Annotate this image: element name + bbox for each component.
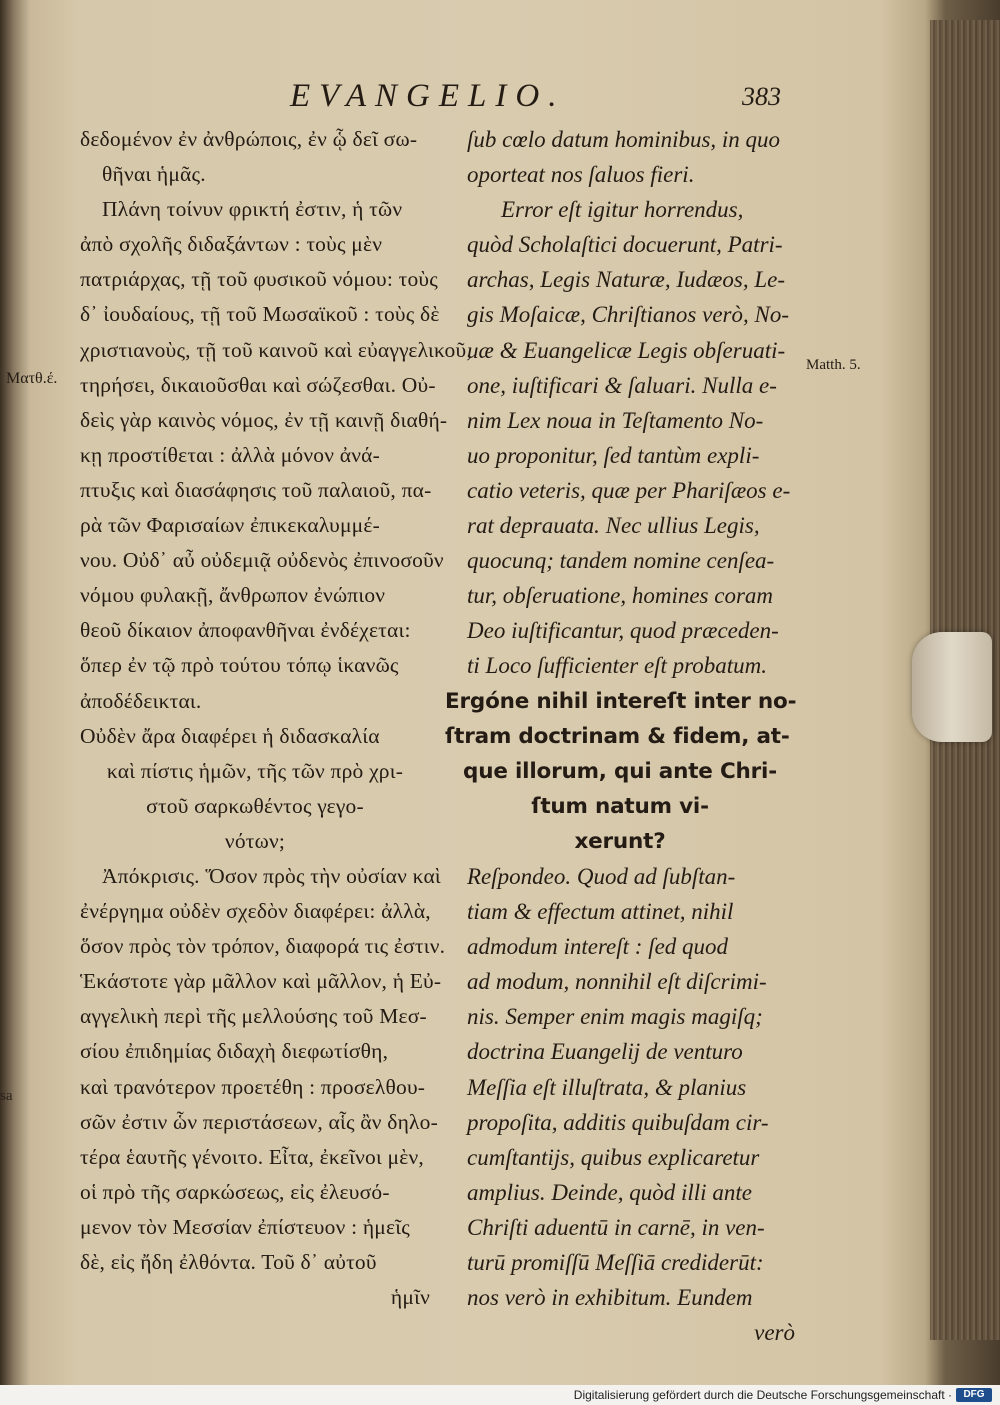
text-line: κῃ προστίθεται : ἀλλὰ μόνον ἀνά- xyxy=(80,442,380,467)
text-line: ad modum, nonnihil eſt diſcrimi- xyxy=(467,969,767,995)
text-line: Deo iuſtificantur, quod præceden- xyxy=(467,618,779,644)
text-line: μενον τὸν Μεσσίαν ἐπίστευον : ἡμεῖς xyxy=(80,1214,410,1239)
text-line: ἐνέργημα οὐδὲν σχεδὸν διαφέρει: ἀλλὰ, xyxy=(80,899,431,924)
text-line: ti Loco ſufficienter eſt probatum. xyxy=(467,653,768,679)
text-line: χριστιανοὺς, τῇ τοῦ καινοῦ καὶ εὐαγγελικοῦ, xyxy=(80,337,472,362)
text-line: νου. Οὐδ᾽ αὖ οὐδεμιᾷ οὐδενὸς ἐπινοσοῦν xyxy=(80,548,444,573)
text-line: αγγελικὴ περὶ τῆς μελλούσης τοῦ Μεσ- xyxy=(80,1004,427,1029)
text-line: ſub cœlo datum hominibus, in quo xyxy=(467,127,781,152)
text-line: cumſtantijs, quibus explicaretur xyxy=(467,1144,760,1170)
question-line: νότων; xyxy=(224,828,286,853)
text-line: Πλάνη τοίνυν φρικτή ἐστιν, ἡ τῶν xyxy=(102,197,403,222)
text-line: oporteat nos ſaluos fieri. xyxy=(467,162,695,188)
text-line: amplius. Deinde, quòd illi ante xyxy=(467,1179,752,1205)
footer-credit: Digitalisierung gefördert durch die Deutsche Forschungsgemeinschaft · xyxy=(573,1388,952,1402)
text-line: nim Lex noua in Teſtamento No- xyxy=(467,407,764,433)
question-line: xerunt? xyxy=(574,828,666,854)
text-line: Error eſt igitur horrendus, xyxy=(501,197,744,223)
text-line: turū promiſſū Meſſiā crediderūt: xyxy=(467,1250,764,1275)
text-line: θῆναι ἡμᾶς. xyxy=(102,162,206,187)
text-line: one, iuſtificari & ſaluari. Nulla e- xyxy=(467,372,777,398)
text-line: Ἑκάστοτε γὰρ μᾶλλον καὶ μᾶλλον, ἡ Εὐ- xyxy=(80,969,442,994)
question-line: Ergóne nihil intereſt inter no- xyxy=(445,688,797,714)
text-line: gis Moſaicæ, Chriſtianos verò, No- xyxy=(467,302,789,328)
text-line: ρὰ τῶν Φαρισαίων ἐπικεκαλυμμέ- xyxy=(80,513,380,538)
text-line: propoſita, additis quibuſdam cir- xyxy=(467,1109,769,1135)
text-line: ἀποδέδεικται. xyxy=(80,688,202,713)
catchword: ἡμῖν xyxy=(390,1285,430,1310)
text-line: quòd Scholaſtici docuerunt, Patri- xyxy=(467,232,783,258)
greek-column xyxy=(80,122,472,1315)
text-line: ἀπὸ σχολῆς διδαξάντων : τοὺς μὲν xyxy=(80,232,383,257)
text-line: quocunq; tandem nomine cenſea- xyxy=(467,548,775,574)
left-edge-fragment: sa xyxy=(0,1088,13,1104)
text-line: σίου ἐπιδημίας διδαχὴ διεφωτίσθη, xyxy=(80,1039,389,1064)
footer-bar xyxy=(0,1385,1000,1405)
text-line: Reſpondeo. Quod ad ſubſtan- xyxy=(467,863,736,889)
question-line: καὶ πίστις ἡμῶν, τῆς τῶν πρὸ χρι- xyxy=(106,758,404,783)
text-line: tur, obſeruatione, homines coram xyxy=(467,583,774,609)
text-line: Chriſti aduentū in carnē, in ven- xyxy=(467,1214,765,1240)
book-clasp xyxy=(912,632,992,742)
text-line: δὲ, εἰς ἤδη ἐλθόντα. Τοῦ δ᾽ αὐτοῦ xyxy=(80,1250,377,1274)
text-line: ὅπερ ἐν τῷ πρὸ τούτου τόπῳ ἱκανῶς xyxy=(80,653,399,678)
margin-note-right: Matth. 5. xyxy=(806,357,861,373)
text-line: rat deprauata. Nec ullius Legis, xyxy=(467,513,760,539)
text-line: δεὶς γὰρ καινὸς νόμος, ἐν τῇ καινῇ διαθή- xyxy=(80,407,448,432)
text-line: σῶν ἐστιν ὧν περιστάσεων, αἷς ἂν δηλο- xyxy=(80,1109,438,1134)
text-line: Ἀπόκρισις. Ὅσον πρὸς τὴν οὐσίαν καὶ xyxy=(102,863,441,888)
dfg-logo: DFG xyxy=(956,1388,992,1402)
catchword: verò xyxy=(754,1320,795,1346)
question-line: στοῦ σαρκωθέντος γεγο- xyxy=(146,793,364,818)
text-line: νόμου φυλακῇ, ἄνθρωπον ἐνώπιον xyxy=(80,583,386,608)
question-line: ſtram doctrinam & fidem, at- xyxy=(445,723,790,749)
text-line: δεδομένον ἐν ἀνθρώποις, ἐν ᾧ δεῖ σω- xyxy=(80,127,418,151)
text-line: admodum intereſt : ſed quod xyxy=(467,934,729,960)
text-line: tiam & effectum attinet, nihil xyxy=(467,899,734,925)
text-line: δ᾽ ἰουδαίους, τῇ τοῦ Μωσαϊκοῦ : τοὺς δὲ xyxy=(80,302,440,327)
question-line: ſtum natum vi- xyxy=(531,793,709,819)
text-line: τέρα ἑαυτῆς γένοιτο. Εἶτα, ἐκεῖνοι μὲν, xyxy=(80,1144,424,1169)
text-line: nis. Semper enim magis magiſq; xyxy=(467,1004,763,1030)
text-line: doctrina Euangelij de venturo xyxy=(467,1039,743,1065)
running-head: EVANGELIO. xyxy=(290,78,566,114)
text-line: θεοῦ δίκαιον ἀποφανθῆναι ἐνδέχεται: xyxy=(80,618,411,643)
text-line: nos verò in exhibitum. Eundem xyxy=(467,1285,753,1311)
question-line: que illorum, qui ante Chri- xyxy=(463,758,777,784)
text-line: οἱ πρὸ τῆς σαρκώσεως, εἰς ἐλευσό- xyxy=(80,1179,390,1204)
text-line: catio veteris, quæ per Phariſæos e- xyxy=(467,477,791,503)
text-line: καὶ τρανότερον προετέθη : προσελθου- xyxy=(80,1074,426,1099)
text-line: τηρήσει, δικαιοῦσθαι καὶ σώζεσθαι. Οὐ- xyxy=(80,372,436,397)
text-line: uæ & Euangelicæ Legis obſeruati- xyxy=(467,337,786,363)
text-line: ὅσον πρὸς τὸν τρόπον, διαφορά τις ἐστιν. xyxy=(80,934,446,959)
text-line: πτυξις καὶ διασάφησις τοῦ παλαιοῦ, πα- xyxy=(80,477,432,502)
question-line: Οὐδὲν ἄρα διαφέρει ἡ διδασκαλία xyxy=(80,723,380,748)
text-line: Meſſia eſt illuſtrata, & planius xyxy=(467,1074,747,1100)
latin-column xyxy=(445,122,795,1350)
page-number: 383 xyxy=(742,82,781,111)
margin-note-left: Ματθ.έ. xyxy=(6,370,58,387)
text-line: uo proponitur, ſed tantùm expli- xyxy=(467,442,760,468)
text-line: archas, Legis Naturæ, Iudæos, Le- xyxy=(467,267,785,293)
text-line: πατριάρχας, τῇ τοῦ φυσικοῦ νόμου: τοὺς xyxy=(80,267,438,292)
